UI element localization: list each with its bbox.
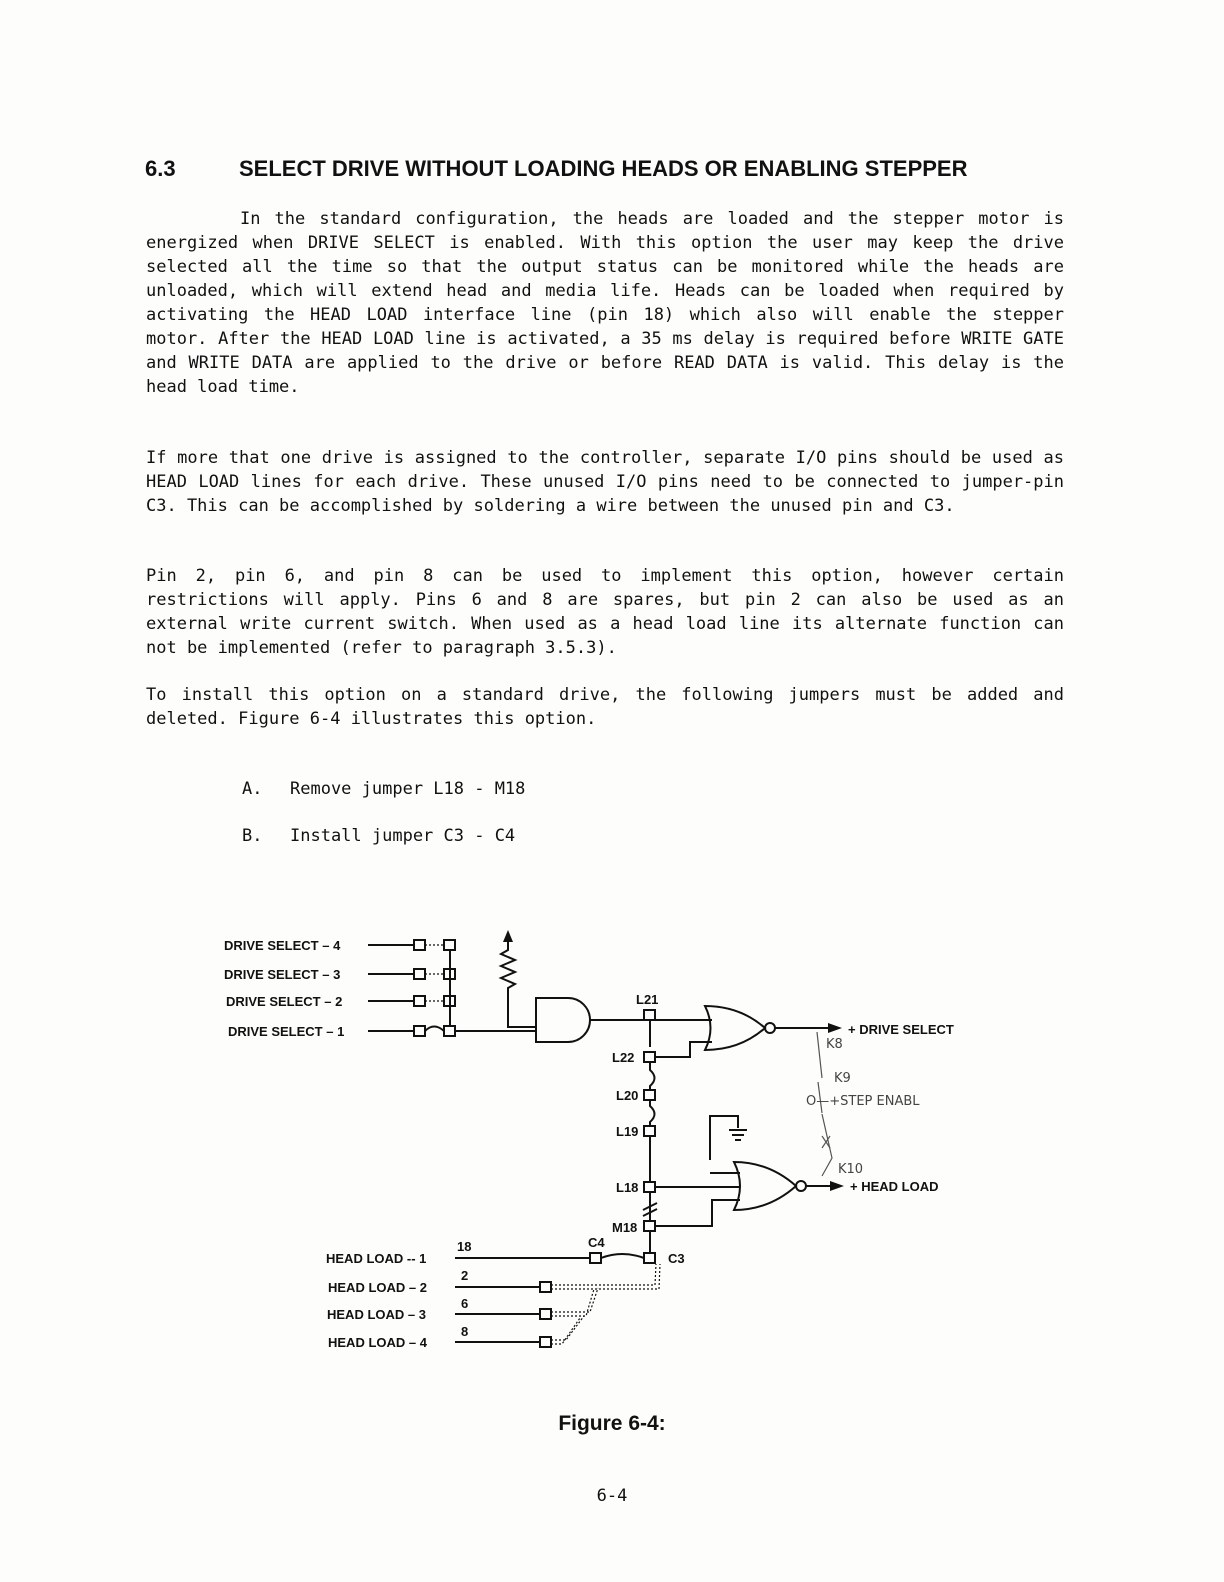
or-input-bottom-wire [655, 1042, 712, 1057]
l22-pad [644, 1052, 655, 1062]
pin-8-label: 8 [461, 1324, 469, 1339]
pullup-resistor [501, 940, 536, 1027]
page-number: 6-4 [596, 1486, 628, 1506]
and-gate [536, 998, 590, 1042]
step-a-letter: A. [242, 779, 263, 799]
head-load-3-pad [540, 1309, 551, 1319]
l19-pad [644, 1126, 655, 1136]
jumper-l20-label: L20 [616, 1088, 639, 1103]
ds3-jumper-pad [414, 969, 425, 979]
pencil-k8-lead [817, 1032, 822, 1078]
m18-to-gate-wire [655, 1200, 740, 1226]
paragraph-1: In the standard configuration, the heads are loaded and the stepper motor is energized when DRIVE SELECT is enabled. With this option the user may keep the drive selected all the time so that the output status can be monitored while the heads are unloaded, which will extend head and media life. Heads can be loaded when required by activating the HEAD LOAD interface line (pin 18) which also will enable the stepper motor. After the HEAD LOAD line is activated, a 35 ms delay is required before WRITE GATE and WRITE DATA are applied to the drive or before READ DATA is valid. This delay is the head load time. [146, 209, 1064, 397]
m18-pad [644, 1221, 655, 1231]
c3-pad [644, 1253, 655, 1263]
paragraph-3: Pin 2, pin 6, and pin 8 can be used to implement this option, however certain restrictions will apply. Pins 6 and 8 are spares, but pin 2 can also be used as an external write current switch. When used as a head load line its alternate function can not be implemented (refer to paragraph 3.5.3). [146, 566, 1064, 658]
ds4-jumper-pad [414, 940, 425, 950]
pin-6-label: 6 [461, 1296, 469, 1311]
l20-pad [644, 1090, 655, 1100]
head-load-2-label: HEAD LOAD – 2 [328, 1280, 427, 1295]
drive-select-2-label: DRIVE SELECT – 2 [226, 994, 343, 1009]
handwritten-k8: K8 [826, 1037, 843, 1052]
vcc-arrow-icon [503, 930, 513, 942]
head-load-nor-gate [734, 1162, 796, 1210]
l21-pad [644, 1010, 655, 1020]
head-load-1-label: HEAD LOAD -- 1 [326, 1251, 427, 1266]
jumper-m18-label: M18 [612, 1220, 638, 1235]
step-b-text: Install jumper C3 - C4 [290, 826, 516, 846]
handwritten-k10: K10 [838, 1162, 864, 1177]
head-load-3-label: HEAD LOAD – 3 [327, 1307, 426, 1322]
ds2-jumper-pad [414, 996, 425, 1006]
hl3-optional-link-a [551, 1288, 598, 1312]
drive-select-nor-gate [705, 1006, 765, 1050]
c3-c4-installed-jumper [601, 1254, 644, 1258]
jumper-l19-label: L19 [616, 1124, 639, 1139]
step-b [242, 824, 515, 848]
pin-18-label: 18 [457, 1239, 472, 1254]
jumper-c3-label: C3 [668, 1251, 685, 1266]
head-load-4-label: HEAD LOAD – 4 [328, 1335, 427, 1350]
ds1-jumper-pad [414, 1026, 425, 1036]
l20-l19-jumper [650, 1100, 655, 1126]
handwritten-k9: K9 [834, 1071, 851, 1086]
jumper-l21-label: L21 [636, 992, 659, 1007]
step-a-text: Remove jumper L18 - M18 [290, 779, 526, 799]
handwritten-step-enable: O—+STEP ENABL [806, 1094, 920, 1109]
ground-wire [710, 1116, 738, 1160]
c4-pad [590, 1253, 601, 1263]
step-a [242, 777, 525, 801]
schematic-figure-6-4 [0, 900, 1224, 1380]
step-b-letter: B. [242, 826, 263, 846]
drive-select-4-label: DRIVE SELECT – 4 [224, 938, 341, 953]
pin-2-label: 2 [461, 1268, 469, 1283]
jumper-c4-label: C4 [588, 1235, 605, 1250]
head-load-arrow-icon [830, 1181, 844, 1191]
ds1-output-pad [444, 1026, 455, 1036]
l18-pad [644, 1182, 655, 1192]
jumper-l18-label: L18 [616, 1180, 639, 1195]
ds4-output-pad [444, 940, 455, 950]
drive-select-1-label: DRIVE SELECT – 1 [228, 1024, 345, 1039]
section-title: SELECT DRIVE WITHOUT LOADING HEADS OR ENABLING STEPPER [239, 156, 968, 181]
paragraph-4: To install this option on a standard drive, the following jumpers must be added and deleted. Figure 6-4 illustrates this option. [146, 685, 1064, 729]
drive-select-3-label: DRIVE SELECT – 3 [224, 967, 341, 982]
section-number: 6.3 [145, 156, 176, 181]
head-load-2-pad [540, 1282, 551, 1292]
paragraph-2: If more that one drive is assigned to the controller, separate I/O pins should be used as HEAD LOAD lines for each drive. These unused I/O pins need to be connected to jumper-pin C3. This can be accomplished by soldering a wire between the unused pin and C3. [146, 448, 1064, 516]
ds1-installed-jumper [425, 1027, 444, 1032]
hl2-optional-link-a [551, 1264, 656, 1285]
drive-select-arrow-icon [828, 1023, 842, 1033]
head-load-4-pad [540, 1337, 551, 1347]
section-heading [145, 156, 967, 182]
figure-caption: Figure 6-4: [558, 1412, 666, 1435]
drive-select-output-label: + DRIVE SELECT [848, 1022, 954, 1037]
l22-l20-jumper [650, 1062, 655, 1090]
jumper-l22-label: L22 [612, 1050, 635, 1065]
head-load-output-label: + HEAD LOAD [850, 1179, 939, 1194]
